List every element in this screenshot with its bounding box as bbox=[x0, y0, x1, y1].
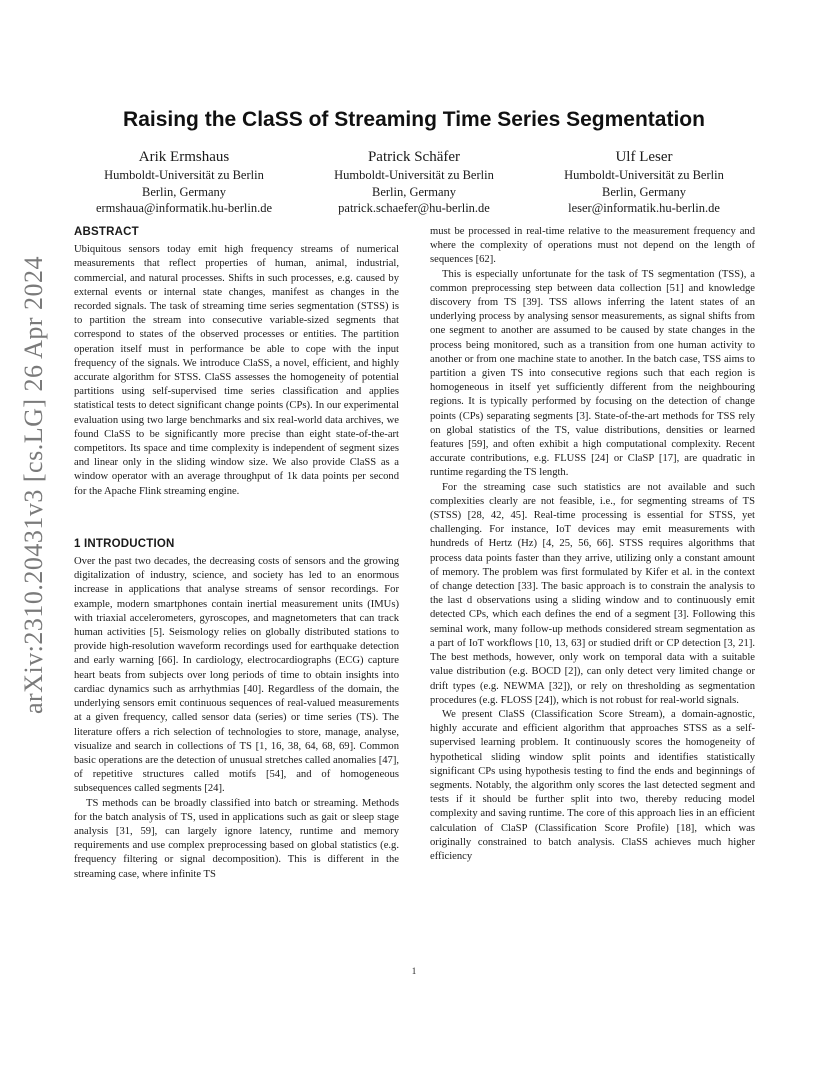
abstract-text: Ubiquitous sensors today emit high frequency streams of numerical measurements that reflect properties of human, animal, industrial, commercial, and natural processes. Shifts in such processes, e.g. caused by external events or internal state changes, manifest as changes in the recorded signals. The task of streaming time series segmentation (STSS) is to partition the stream into consecutive variable-sized segments that correspond to states of the observed processes or entities. The partition operation itself must in performance be able to cope with the input frequency of the signals. We introduce ClaSS, a novel, efficient, and highly accurate algorithm for STSS. ClaSS assesses the homogeneity of potential partitions using self-supervised time series classification and applies statistical tests to detect significant change points (CPs). In our experimental evaluation using two large benchmarks and six real-world data archives, we found ClaSS to be significantly more precise than eight state-of-the-art competitors. Its space and time complexity is independent of segment sizes and linear only in the sliding window size. We also provide ClaSS as a window operator with an average throughput of 1k data points per second for the Apache Flink streaming engine. bbox=[74, 244, 399, 497]
author-name: Ulf Leser bbox=[615, 149, 673, 165]
author-block bbox=[74, 148, 754, 217]
body-paragraph: This is especially unfortunate for the task of TS segmentation (TSS), a common preprocessing step between data collection [51] and knowledge discovery from TS [39]. TSS allows inferring the latent states of an underlying process by analysing sensor measurements, as signal shifts from one segment to another are assumed to be caused by state changes in the process being monitored, such as a transition from one human activity to another or from one machine state to another. In the batch case, TSS aims to partition a given TS into consecutive regions such that each region is homogeneous in itself yet sufficiently different from the neighbouring regions. It is typically performed by focusing on the detection of change points (CPs) separating segments [3]. State-of-the-art methods for TSS rely on global statistics of the TS, value distributions, densities or learned features [59], and often exhibit a high computational complexity. Recent accurate contributions, e.g. FLUSS [24] or ClaSP [17], are quadratic in runtime regarding the TS length. bbox=[430, 268, 755, 479]
arxiv-id: arXiv:2310.20431v3 [cs.LG] 26 Apr 2024 bbox=[19, 255, 48, 715]
body-paragraph: must be processed in real-time relative to the measurement frequency and where the complexity of operations must not depend on the length of sequences [62]. bbox=[430, 226, 755, 266]
arxiv-sidebar-stamp bbox=[14, 255, 54, 715]
body-paragraph: For the streaming case such statistics are not available and such complexities clearly are not feasible, i.e., for segmenting streams of TS (STSS) [28, 42, 45]. Real-time processing is essential for STSS, yet challenging. For instance, IoT devices may emit measurements with hundreds of Hertz (Hz) [4, 25, 56, 66]. STSS requires algorithms that process data points faster than they arrive, utilizing only a constant amount of memory. The problem was first formulated by Kifer et al. in the context of change detection [33]. The basic approach is to constrain the analysis to the last d observations using a sliding window and to continuously emit detected CPs, which each defines the end of a segment [3]. Following this seminal work, many follow-up methods considered stream segmentation as a part of IoT workflows [10, 13, 63] or studied drift or CP detection [3, 21]. The best methods, however, only work on temporal data with a suitable value distribution (e.g. BOCD [2]), can only detect very limited change or drift types (e.g. NEWMA [32]), or rely on thresholding as segmentation procedures (e.g. FLOSS [24]), which is not robust for real-world signals. bbox=[430, 481, 755, 706]
paper-title: Raising the ClaSS of Streaming Time Series Segmentation bbox=[123, 108, 705, 131]
author-location: Berlin, Germany bbox=[141, 184, 226, 199]
author-2 bbox=[304, 148, 524, 217]
abstract-heading: ABSTRACT bbox=[74, 226, 139, 238]
introduction-heading: 1 INTRODUCTION bbox=[74, 537, 175, 550]
author-name: Arik Ermshaus bbox=[138, 149, 230, 165]
author-affiliation: Humboldt-Universität zu Berlin bbox=[564, 168, 724, 182]
left-column bbox=[74, 225, 399, 882]
right-column bbox=[430, 225, 755, 864]
author-3 bbox=[534, 148, 754, 217]
author-location: Berlin, Germany bbox=[371, 184, 456, 199]
body-paragraph: We present ClaSS (Classification Score Stream), a domain-agnostic, highly accurate and efficient algorithm that approaches STSS as a self-supervised learning problem. It continuously scores the homogeneity of hypothetical sliding window split points and identifies statistically significant CPs using hypothesis testing to find the ends and beginnings of segments. Notably, the algorithm only scores the last detected segment and tests if it should be further split into two, thereby reducing model complexity and saving runtime. The core of this approach lies in an efficient calculation of ClaSP (Classification Score Profile) [18], which was originally constrained to batch analysis. ClaSS achieves much higher efficiency bbox=[430, 708, 755, 862]
author-email: patrick.schaefer@hu-berlin.de bbox=[338, 201, 490, 215]
author-affiliation: Humboldt-Universität zu Berlin bbox=[334, 168, 494, 182]
author-location: Berlin, Germany bbox=[601, 184, 686, 199]
author-affiliation: Humboldt-Universität zu Berlin bbox=[104, 168, 264, 182]
page-number: 1 bbox=[411, 966, 417, 976]
author-email: ermshaua@informatik.hu-berlin.de bbox=[95, 201, 273, 215]
author-1 bbox=[74, 148, 294, 217]
intro-paragraph: Over the past two decades, the decreasing costs of sensors and the growing digitalization of industry, science, and society has led to an enormous increase in applications that analyse streams of sensor recordings. For example, modern smartphones contain inertial measurement units (IMUs) with triaxial accelerometers, gyroscopes, and magnetometers that can track human activities [5]. Seismology relies on globally distributed stations to provide high-resolution waveform recordings used for earthquake detection and early warning [66]. In cardiology, electrocardiographs (ECG) capture heart beats from subjects over long periods of time to obtain insights into cardiac dynamics such as arrhythmias [40]. Regardless of the domain, the underlying sensors emit continuous sequences of real-valued measurements at a given frequency, called sensor data (series) or time series (TS). The literature offers a rich selection of technologies to store, manage, analyse, visualize and search in collections of TS [1, 16, 38, 64, 68, 69]. Common basic operations are the detection of unusual stretches called anomalies [47], of repetitive structures called motifs [54], and of homogeneous subsequences called segments [24]. bbox=[74, 556, 399, 795]
author-name: Patrick Schäfer bbox=[367, 149, 461, 165]
intro-paragraph: TS methods can be broadly classified into batch or streaming. Methods for the batch analysis of TS, used in applications such as gait or sleep stage analysis [31, 59], can largely ignore latency, runtime and memory requirements and use complex preprocessing based on global statistics (e.g. frequency filtering or signal decomposition). This is different in the streaming case, where infinite TS bbox=[74, 797, 399, 880]
author-email: leser@informatik.hu-berlin.de bbox=[568, 201, 720, 215]
